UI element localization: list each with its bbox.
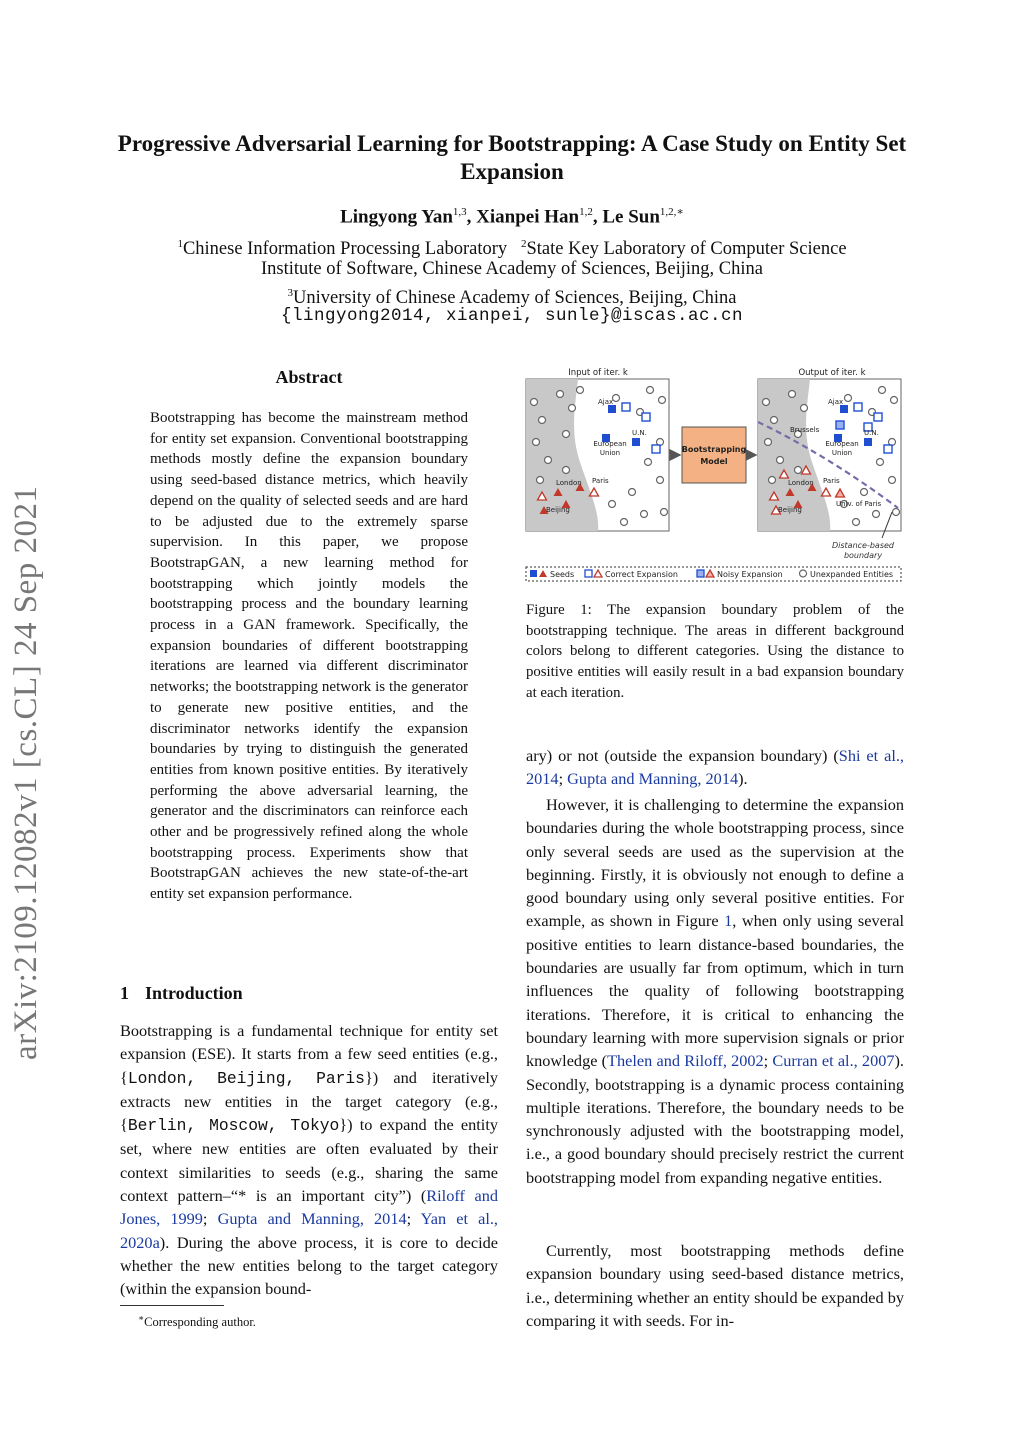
- unexpanded-entity-marker: [661, 509, 668, 516]
- footnote-text: Corresponding author.: [144, 1315, 256, 1330]
- body-text: }) to expand the entity set, where new entities are often evaluated by their context similarities to seeds (e.g., sharing the same context pattern–“* is an important city”) (: [120, 1115, 498, 1206]
- legend-unexpanded-entities: Unexpanded Entities: [810, 570, 894, 579]
- affiliation-text: Chinese Information Processing Laboratory: [182, 239, 508, 260]
- unexpanded-entity-marker: [795, 467, 802, 474]
- legend-seed-square-icon: [530, 570, 537, 577]
- output-panel-label: Output of iter. k: [798, 368, 866, 378]
- unexpanded-entity-marker: [563, 431, 570, 438]
- author-affiliation-mark: 1,2: [579, 206, 593, 218]
- legend-unexpanded-circle-icon: [800, 570, 807, 577]
- legend-correct-square-icon: [585, 570, 592, 577]
- right-column-paragraph: [526, 744, 904, 791]
- unexpanded-entity-marker: [861, 489, 868, 496]
- unexpanded-entity-marker: [645, 459, 652, 466]
- input-panel-label: Input of iter. k: [568, 368, 628, 378]
- intro-paragraph: [120, 1019, 498, 1301]
- model-label: Bootstrapping: [681, 445, 747, 454]
- entity-label-beijing: Beijing: [546, 506, 570, 514]
- author-name: Lingyong Yan: [340, 206, 453, 228]
- unexpanded-entity-marker: [609, 501, 616, 508]
- example-entities: London, Beijing, Paris: [127, 1068, 365, 1088]
- footnote-mark: ∗: [138, 1313, 145, 1323]
- citation-link[interactable]: Shi et al., 2014: [526, 746, 904, 789]
- unexpanded-entity-marker: [533, 439, 540, 446]
- affiliation-mark: 1: [177, 238, 183, 250]
- section-title: Introduction: [145, 983, 243, 1003]
- unexpanded-entity-marker: [879, 387, 886, 394]
- unexpanded-entity-marker: [891, 397, 898, 404]
- entity-label-ajax: Ajax: [598, 398, 614, 406]
- abstract-heading: Abstract: [275, 367, 343, 387]
- citation-link[interactable]: Thelen and Riloff, 2002: [607, 1051, 764, 1071]
- affiliation-mark: 3: [287, 287, 294, 299]
- corr-square-marker: [652, 445, 660, 453]
- right-column-paragraph: Currently, most bootstrapping methods define expansion boundary using seed-based distance metrics, i.e., determining whether an entity should be expanded by comparing it with seeds. For in-: [526, 1241, 904, 1330]
- entity-label-un: U.N.: [632, 429, 647, 437]
- arxiv-stamp: arXiv:2109.12082v1 [cs.CL] 24 Sep 2021: [8, 485, 44, 1060]
- affiliation-text: University of Chinese Academy of Sciences, Beijing, China: [293, 288, 737, 309]
- entity-label-eu: European: [593, 440, 627, 448]
- entity-label-eu: European: [825, 440, 859, 448]
- body-text: ;: [406, 1209, 421, 1229]
- citation-link[interactable]: Gupta and Manning, 2014: [217, 1209, 407, 1229]
- entity-label-eu: Union: [599, 449, 621, 457]
- entity-label-ajax: Ajax: [828, 398, 844, 406]
- entity-label-brussels: Brussels: [790, 426, 820, 434]
- unexpanded-entity-marker: [893, 509, 900, 516]
- body-text: ary) or not (outside the expansion boundary) (: [526, 746, 839, 765]
- citation-link[interactable]: Gupta and Manning, 2014: [567, 769, 739, 789]
- legend-correct-expansion: Correct Expansion: [605, 570, 678, 579]
- seed-square-marker: [632, 438, 640, 446]
- unexpanded-entity-marker: [629, 489, 636, 496]
- corr-square-marker: [642, 413, 650, 421]
- right-column-paragraph: [526, 793, 904, 1189]
- unexpanded-entity-marker: [777, 457, 784, 464]
- abstract-text: Bootstrapping has become the mainstream method for entity set expansion. Conventional bootstrapping methods mostly define the expansion boundary using seed-based distance metrics, which heavily depend on the quality of selected seeds and are hard to be adjusted due to the extremely sparse supervision. In this paper, we propose BootstrapGAN, a new learning method for bootstrapping which jointly models the bootstrapping process and the boundary learning process in a GAN framework. Specifically, the expansion boundaries of different bootstrapping iterations are learned via different discriminator networks; the bootstrapping network is the generator to generate new positive entities, and the discriminator networks identify the expansion boundaries by trying to distinguish the generated entities from known positive entities. By iteratively performing the above adversarial learning, the generator and the discriminators can reinforce each other and be progressively refined along the whole bootstrapping process. Experiments show that BootstrapGAN achieves the new state-of-the-art entity set expansion performance.: [150, 410, 468, 903]
- body-text: ).: [738, 769, 748, 789]
- entity-label-london: London: [556, 479, 582, 487]
- entity-label-paris: Paris: [823, 477, 840, 485]
- affiliation-text: State Key Laboratory of Computer Science: [526, 239, 847, 260]
- model-label: Model: [700, 457, 728, 466]
- corr-square-marker: [854, 403, 862, 411]
- section-heading: [120, 983, 243, 1004]
- entity-label-univ-paris: Univ. of Paris: [836, 500, 882, 508]
- legend-seeds: Seeds: [550, 570, 575, 579]
- unexpanded-entity-marker: [569, 405, 576, 412]
- affiliation-line-2: Institute of Software, Chinese Academy of Sciences, Beijing, China: [261, 259, 763, 279]
- seed-square-marker: [608, 405, 616, 413]
- entity-label-beijing: Beijing: [778, 506, 802, 514]
- unexpanded-entity-marker: [877, 459, 884, 466]
- unexpanded-entity-marker: [789, 391, 796, 398]
- figure-1: [520, 362, 910, 587]
- boundary-annotation: Distance-based: [831, 541, 895, 550]
- unexpanded-entity-marker: [563, 467, 570, 474]
- legend-noisy-expansion: Noisy Expansion: [717, 570, 783, 579]
- unexpanded-entity-marker: [845, 395, 852, 402]
- bootstrapping-model-box: [682, 427, 746, 483]
- seed-square-marker: [840, 405, 848, 413]
- paper-title: Progressive Adversarial Learning for Bootstrapping: A Case Study on Entity Set Expansion: [117, 131, 907, 184]
- unexpanded-entity-marker: [801, 405, 808, 412]
- unexpanded-entity-marker: [771, 417, 778, 424]
- unexpanded-entity-marker: [641, 511, 648, 518]
- unexpanded-entity-marker: [873, 511, 880, 518]
- entity-label-paris: Paris: [592, 477, 609, 485]
- corr-square-marker: [874, 413, 882, 421]
- example-entities: Berlin, Moscow, Tokyo: [127, 1116, 340, 1136]
- corr-square-marker: [884, 445, 892, 453]
- footnote-rule: [120, 1305, 224, 1306]
- author-affiliation-mark: 1,3: [452, 206, 467, 218]
- entity-label-un: U.N.: [864, 429, 879, 437]
- body-text: , when only using several positive entities to learn distance-based boundaries, the boundaries are usually far from optimum, which in turn influences the quality of following bootstrapping iterations. Therefore, it is critical to enhancing the boundary learning with more supervision signals or prior knowledge (: [526, 911, 904, 1071]
- entity-label-london: London: [788, 479, 814, 487]
- body-text: However, it is challenging to determine the expansion boundaries during the whole bootstrapping process, since only several seeds are used as the supervision at the beginning. Firstly, it is obviously not enough to define a good boundary using only several positive entities. For example, as shown in Figure: [526, 795, 904, 931]
- unexpanded-entity-marker: [621, 519, 628, 526]
- unexpanded-entity-marker: [545, 457, 552, 464]
- unexpanded-entity-marker: [531, 399, 538, 406]
- seed-square-marker: [864, 438, 872, 446]
- unexpanded-entity-marker: [763, 399, 770, 406]
- unexpanded-entity-marker: [765, 439, 772, 446]
- body-text: ). During the above process, it is core to decide whether the new entities belong to the target category (within the expansion bound-: [120, 1232, 498, 1299]
- unexpanded-entity-marker: [659, 397, 666, 404]
- unexpanded-entity-marker: [889, 477, 896, 484]
- citation-link[interactable]: Curran et al., 2007: [772, 1051, 895, 1071]
- unexpanded-entity-marker: [853, 519, 860, 526]
- affiliation-mark: 2: [521, 238, 527, 250]
- author-affiliation-mark: 1,2,∗: [659, 206, 684, 218]
- legend-seed-triangle-icon: [539, 570, 547, 577]
- entity-label-eu: Union: [831, 449, 853, 457]
- unexpanded-entity-marker: [769, 477, 776, 484]
- body-text: }) and iteratively extracts new entities in the target category (e.g., {: [120, 1067, 499, 1135]
- citation-link[interactable]: Riloff and Jones, 1999: [120, 1186, 498, 1229]
- author-emails: {lingyong2014, xianpei, sunle}@iscas.ac.cn: [280, 306, 744, 326]
- author-name: Xianpei Han: [476, 206, 580, 228]
- unexpanded-entity-marker: [557, 391, 564, 398]
- corr-square-marker: [622, 403, 630, 411]
- figure-ref-link[interactable]: 1: [724, 911, 733, 931]
- legend-correct-triangle-icon: [594, 570, 602, 577]
- unexpanded-entity-marker: [657, 477, 664, 484]
- author-name: Le Sun: [602, 206, 660, 228]
- author-list: Lingyong Yan$^{1,3}$, Xianpei Han$^{1,2}$, Le Sun$^{1,2,∗}$: [340, 206, 684, 228]
- body-text: ;: [558, 769, 568, 789]
- legend-noisy-triangle-icon: [706, 570, 714, 577]
- noisy-square-marker: [836, 421, 844, 429]
- section-number: 1: [120, 983, 129, 1003]
- unexpanded-entity-marker: [537, 477, 544, 484]
- body-text: ). Secondly, bootstrapping is a dynamic process containing multiple iterations. Therefore, the boundary needs to be synchronously adjusted with the bootstrapping model, i.e., a good boundary should precisely restrict the current bootstrapping model from expanding negative entities.: [526, 1051, 904, 1187]
- body-text: ;: [202, 1209, 218, 1229]
- citation-link[interactable]: Yan et al., 2020a: [120, 1209, 498, 1252]
- unexpanded-entity-marker: [577, 387, 584, 394]
- unexpanded-entity-marker: [539, 417, 546, 424]
- boundary-annotation: boundary: [843, 551, 883, 560]
- body-text: Bootstrapping is a fundamental technique for entity set expansion (ESE). It starts from a few seed entities (e.g., {: [120, 1021, 498, 1087]
- unexpanded-entity-marker: [647, 387, 654, 394]
- footnote: [138, 1313, 256, 1330]
- figure-caption: Figure 1: The expansion boundary problem of the bootstrapping technique. The areas in different background colors belong to different categories. Using the distance to positive entities will easily result in a bad expansion boundary at each iteration.: [526, 602, 904, 701]
- body-text: ;: [763, 1051, 773, 1071]
- unexpanded-entity-marker: [613, 395, 620, 402]
- legend-noisy-square-icon: [697, 570, 704, 577]
